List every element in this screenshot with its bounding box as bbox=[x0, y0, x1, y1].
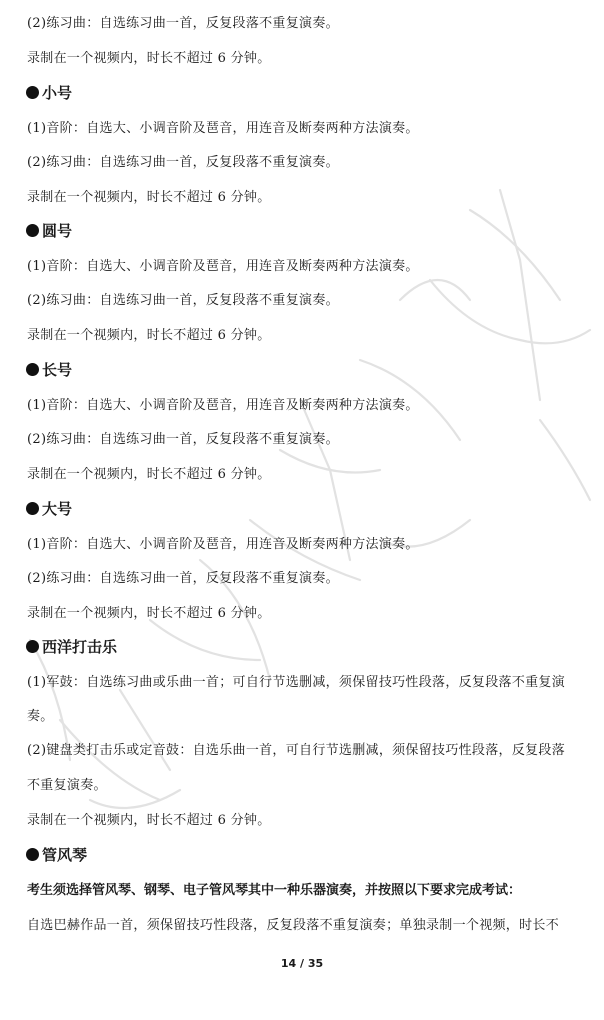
tuba-record: 录制在一个视频内，时长不超过 6 分钟。 bbox=[27, 606, 271, 621]
page-number: 14 / 35 bbox=[280, 957, 324, 970]
bullet-icon bbox=[26, 224, 39, 237]
organ-requirement: 考生须选择管风琴、钢琴、电子管风琴其中一种乐器演奏，并按照以下要求完成考试： bbox=[27, 883, 522, 898]
bullet-icon bbox=[26, 640, 39, 653]
tuba-etude: (2)练习曲：自选练习曲一首，反复段落不重复演奏。 bbox=[27, 571, 339, 586]
bullet-icon bbox=[26, 363, 39, 376]
horn-etude: (2)练习曲：自选练习曲一首，反复段落不重复演奏。 bbox=[27, 293, 339, 308]
percussion-keyboard-line1: (2)键盘类打击乐或定音鼓：自选乐曲一首，可自行节选删减，须保留技巧性段落，反复段落 bbox=[27, 743, 566, 758]
trombone-scale: (1)音阶：自选大、小调音阶及琶音，用连音及断奏两种方法演奏。 bbox=[27, 398, 419, 413]
heading-organ: 管风琴 bbox=[26, 846, 87, 864]
percussion-record: 录制在一个视频内，时长不超过 6 分钟。 bbox=[27, 813, 271, 828]
heading-trombone: 长号 bbox=[26, 361, 72, 379]
heading-percussion: 西洋打击乐 bbox=[26, 638, 117, 656]
heading-horn: 圆号 bbox=[26, 222, 72, 240]
bullet-icon bbox=[26, 86, 39, 99]
horn-record: 录制在一个视频内，时长不超过 6 分钟。 bbox=[27, 328, 271, 343]
trumpet-record: 录制在一个视频内，时长不超过 6 分钟。 bbox=[27, 190, 271, 205]
horn-scale: (1)音阶：自选大、小调音阶及琶音，用连音及断奏两种方法演奏。 bbox=[27, 259, 419, 274]
organ-bach: 自选巴赫作品一首，须保留技巧性段落，反复段落不重复演奏；单独录制一个视频，时长不 bbox=[27, 918, 560, 933]
percussion-keyboard-line2: 不重复演奏。 bbox=[27, 778, 107, 793]
bullet-icon bbox=[26, 502, 39, 515]
intro-record: 录制在一个视频内，时长不超过 6 分钟。 bbox=[27, 51, 271, 66]
intro-etude: (2)练习曲：自选练习曲一首，反复段落不重复演奏。 bbox=[27, 16, 339, 31]
trumpet-etude: (2)练习曲：自选练习曲一首，反复段落不重复演奏。 bbox=[27, 155, 339, 170]
trombone-record: 录制在一个视频内，时长不超过 6 分钟。 bbox=[27, 467, 271, 482]
trumpet-scale: (1)音阶：自选大、小调音阶及琶音，用连音及断奏两种方法演奏。 bbox=[27, 121, 419, 136]
tuba-scale: (1)音阶：自选大、小调音阶及琶音，用连音及断奏两种方法演奏。 bbox=[27, 537, 419, 552]
trombone-etude: (2)练习曲：自选练习曲一首，反复段落不重复演奏。 bbox=[27, 432, 339, 447]
heading-trumpet: 小号 bbox=[26, 84, 72, 102]
bullet-icon bbox=[26, 848, 39, 861]
percussion-snare-line2: 奏。 bbox=[27, 709, 54, 724]
percussion-snare-line1: (1)军鼓：自选练习曲或乐曲一首；可自行节选删减，须保留技巧性段落，反复段落不重复演 bbox=[27, 675, 566, 690]
heading-tuba: 大号 bbox=[26, 500, 72, 518]
